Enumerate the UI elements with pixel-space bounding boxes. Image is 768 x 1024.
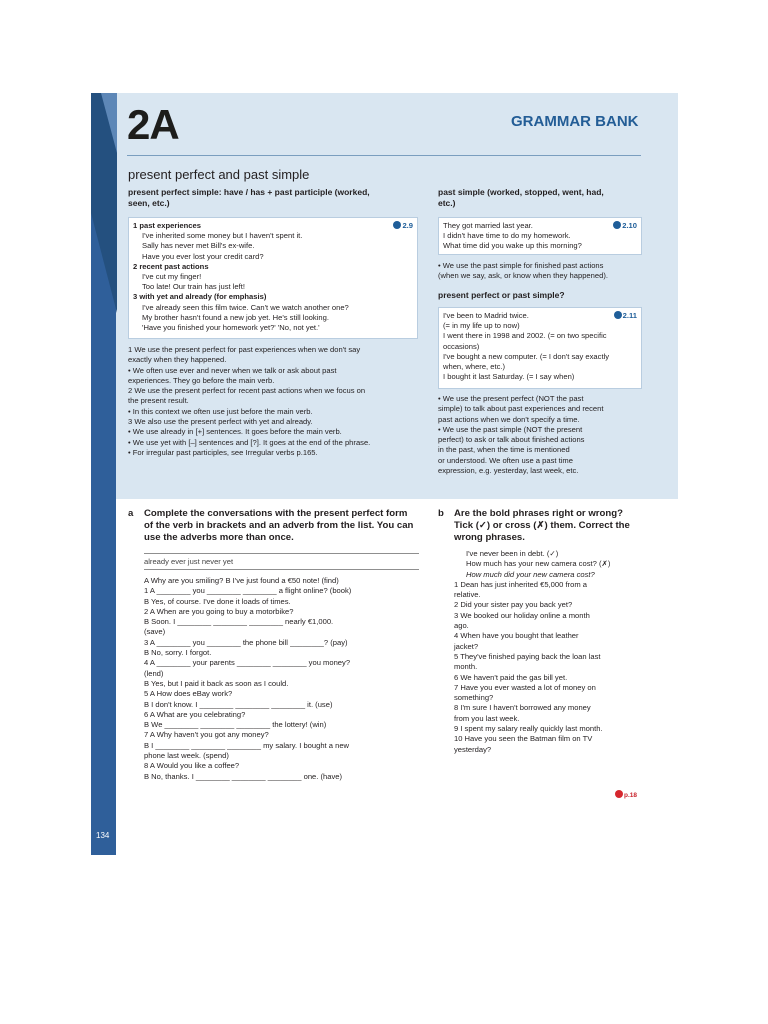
note-line: perfect) to ask or talk about finished actions [438,435,585,445]
instruction-line: of the verb in brackets and an adverb from the list. You can [144,520,414,531]
textbook-page [91,93,678,855]
example-line: Sally has never met Bill's ex-wife. [142,241,255,251]
example-line: I've bought a new computer. (= I don't say exactly [443,351,610,361]
example-line: 1 past experiences [133,221,201,230]
note-line: or understood. We often use a past time [438,455,573,465]
exercise-line: yesterday? [454,744,492,754]
section-title: GRAMMAR BANK [511,113,639,130]
pp-ps-examples-box [438,307,642,389]
instruction-line: use the adverbs more than once. [144,532,294,543]
note-line: 3 We also use the present perfect with yet and already. [128,417,313,427]
audio-icon[interactable]: 2.9 [393,221,413,230]
exercise-line: 6 We haven't paid the gas bill yet. [454,672,568,682]
example-line: (= in my life up to now) [443,321,520,331]
note-line: • We use the present perfect (NOT the past [438,394,584,403]
exercise-line: B No, sorry. I forgot. [144,648,212,658]
note-line: • We use yet with [–] sentences and [?]. It goes at the end of the phrase. [128,437,371,447]
page-title: present perfect and past simple [128,167,310,182]
exercise-line: B Yes, of course. I've done it loads of times. [144,596,291,606]
heading-line: etc.) [438,198,456,208]
exercise-b-instructions [454,508,630,544]
note-line: expression, e.g. yesterday, last week, etc. [438,466,579,476]
note-line: in the past, when the time is mentioned [438,445,570,455]
exercise-line: (lend) [144,668,164,678]
exercise-line: 1 A ________ you ________ ________ a flight online? (book) [144,586,352,596]
note-line: exactly when they happened. [128,355,227,365]
note-line: • For irregular past participles, see Irregular verbs p.165. [128,447,318,457]
pp-examples-box [128,217,418,339]
instruction-line: wrong phrases. [454,532,525,543]
exercise-line: 3 A ________ you ________ the phone bill ________? (pay) [144,637,348,647]
exercise-line: I've never been in debt. (✓) [466,549,559,558]
audio-icon[interactable]: 2.11 [614,311,637,320]
heading-line: seen, etc.) [128,198,170,208]
exercise-line: How much has your new camera cost? (✗) [466,559,611,569]
example-line: 'Have you finished your homework yet?' 'No, not yet.' [142,323,320,333]
note-line: simple) to talk about past experiences and recent [438,404,604,414]
instruction-line: Complete the conversations with the present perfect form [144,508,408,519]
exercise-line: 4 A ________ your parents ________ ________ you money? [144,658,351,668]
exercise-line: 10 Have you seen the Batman film on TV [454,734,593,744]
exercise-line: B I don't know. I ________ ________ ________ it. (use) [144,699,333,709]
exercise-line: 8 A Would you like a coffee? [144,761,240,771]
exercise-line: (save) [144,627,166,637]
instruction-line: Are the bold phrases right or wrong? [454,508,623,519]
exercise-line: 1 Dean has just inherited €5,000 from a [454,579,587,589]
past-simple-heading [438,187,604,209]
unit-number: 2A [127,101,179,148]
example-line: I went there in 1998 and 2002. (= on two specific [443,331,607,341]
exercise-line: 3 We booked our holiday online a month [454,610,590,620]
example-line: I've inherited some money but I haven't spent it. [142,231,303,241]
example-line: occasions) [443,341,480,351]
ps-notes [438,261,608,282]
exercise-line: 2 A When are you going to buy a motorbike? [144,606,294,616]
exercise-b-letter: b [438,508,444,519]
note-line: past actions when we don't specify a time. [438,414,580,424]
exercise-line: 2 Did your sister pay you back yet? [454,600,573,610]
example-line: 2 recent past actions [133,261,209,271]
example-line: What time did you wake up this morning? [443,241,582,251]
exercise-line: 4 When have you bought that leather [454,631,579,641]
example-line: My brother hasn't found a new job yet. He's still looking. [142,312,329,322]
pp-ps-notes [438,394,603,476]
exercise-line: 5 They've finished paying back the loan last [454,651,601,661]
exercise-a-instructions [144,508,413,544]
exercise-b-items [454,549,610,755]
note-line: • In this context we often use just before the main verb. [128,406,313,416]
example-line: I've already seen this film twice. Can't we watch another one? [142,302,349,312]
divider [144,569,419,570]
exercise-line: from you last week. [454,713,520,723]
divider [127,155,641,156]
note-line: • We use the past simple (NOT the present [438,424,583,434]
note-line: • We use the past simple for finished past actions [438,261,604,270]
exercise-line: 7 A Why haven't you got any money? [144,730,269,740]
note-line: 2 We use the present perfect for recent past actions when we focus on [128,386,366,396]
exercise-line: How much did your new camera cost? [466,569,595,579]
pp-or-ps-heading: present perfect or past simple? [438,290,565,300]
divider [144,553,419,554]
exercise-line: 9 I spent my salary really quickly last month. [454,724,603,734]
exercise-a-letter: a [128,508,134,519]
example-line: Have you ever lost your credit card? [142,251,264,261]
exercise-line: something? [454,693,494,703]
exercise-line: A Why are you smiling? B I've just found a €50 note! (find) [144,576,339,585]
exercise-line: 6 A What are you celebrating? [144,709,246,719]
arrow-icon [615,790,623,798]
example-line: 3 with yet and already (for emphasis) [133,292,267,302]
note-line: experiences. They go before the main verb. [128,375,275,385]
example-line: I bought it last Saturday. (= I say when) [443,372,575,382]
exercise-a-items [144,576,351,782]
exercise-line: B No, thanks. I ________ ________ ________ one. (have) [144,771,343,781]
example-line: They got married last year. [443,221,533,230]
example-line: I've cut my finger! [142,272,202,282]
audio-icon[interactable]: 2.10 [613,221,637,230]
note-line: the present result. [128,396,189,406]
exercise-line: B Yes, but I paid it back as soon as I could. [144,678,289,688]
example-line: Too late! Our train has just left! [142,282,245,292]
corner-decoration [91,93,131,323]
exercise-line: B Soon. I ________ ________ ________ nearly €1,000. [144,617,334,627]
exercise-line: ago. [454,621,469,631]
exercise-line: 8 I'm sure I haven't borrowed any money [454,703,591,713]
adverb-list: already ever just never yet [144,557,234,566]
pp-notes [128,345,370,458]
exercise-line: phone last week. (spend) [144,751,229,761]
heading-line: past simple (worked, stopped, went, had, [438,187,604,197]
note-line: (when we say, ask, or know when they happened). [438,271,608,281]
exercise-line: 7 Have you ever wasted a lot of money on [454,682,596,692]
pp-simple-heading [128,187,370,209]
example-line: I didn't have time to do my homework. [443,231,571,241]
note-line: • We use already in [+] sentences. It goes before the main verb. [128,427,342,437]
heading-line: present perfect simple: have / has + past participle (worked, [128,187,370,197]
exercise-line: B We ________ ________ ________ the lottery! (win) [144,720,327,730]
instruction-line: Tick (✓) or cross (✗) them. Correct the [454,520,630,531]
exercise-line: jacket? [454,641,479,651]
exercise-line: relative. [454,590,481,600]
page-number: 134 [96,831,110,840]
exercise-line: month. [454,662,478,672]
ps-examples-box [438,217,642,255]
example-line: I've been to Madrid twice. [443,311,529,320]
example-line: when, where, etc.) [443,362,506,372]
note-line: 1 We use the present perfect for past experiences when we don't say [128,345,361,354]
note-line: • We often use ever and never when we talk or ask about past [128,365,337,375]
exercise-line: B I ________ ________ ________ my salary. I bought a new [144,740,350,750]
exercise-line: 5 A How does eBay work? [144,689,233,699]
page-reference-link[interactable]: p.18 [615,790,637,799]
